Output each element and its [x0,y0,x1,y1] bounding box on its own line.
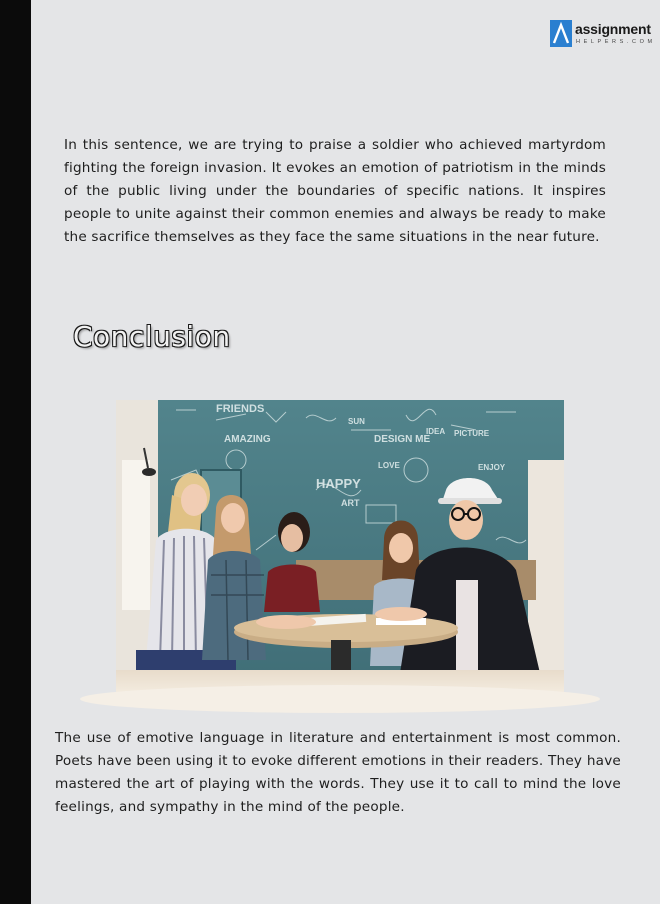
logo-wordmark: assignment [575,21,651,37]
wall-word: IDEA [426,427,446,436]
left-margin-bar [0,0,31,904]
document-page [31,0,656,904]
logo-a-icon [550,20,572,47]
wall-word: FRIENDS [216,403,265,415]
classroom-photo [116,400,564,699]
intro-paragraph: In this sentence, we are trying to praise a soldier who achieved martyrdom fighting the foreign invasion. It evokes an emotion of patriotism in the minds of the public living under the boundaries of specific nations. It inspires people to unite against their common enemies and always be ready to make the sacrifice themselves as they face the same situations in the near future. [64,137,606,245]
section-heading-conclusion: Conclusion [73,320,231,353]
wall-word: PICTURE [454,429,490,438]
conclusion-paragraph: The use of emotive language in literature and entertainment is most common. Poets have been using it to evoke different emotions in their readers. They have mastered the art of playing with the words. They use it to call to mind the love feelings, and sympathy in the mind of the people. [55,730,621,815]
wall-word: LOVE [378,461,400,470]
wall-word: ENJOY [478,463,506,472]
brand-logo [550,20,660,50]
logo-subtitle: HELPERS.COM [576,39,656,45]
wall-word: DESIGN ME [374,434,431,445]
wall-word: SUN [348,417,365,426]
wall-word: HAPPY [316,476,361,491]
wall-word: ART [341,498,360,508]
wall-word: AMAZING [224,434,271,445]
